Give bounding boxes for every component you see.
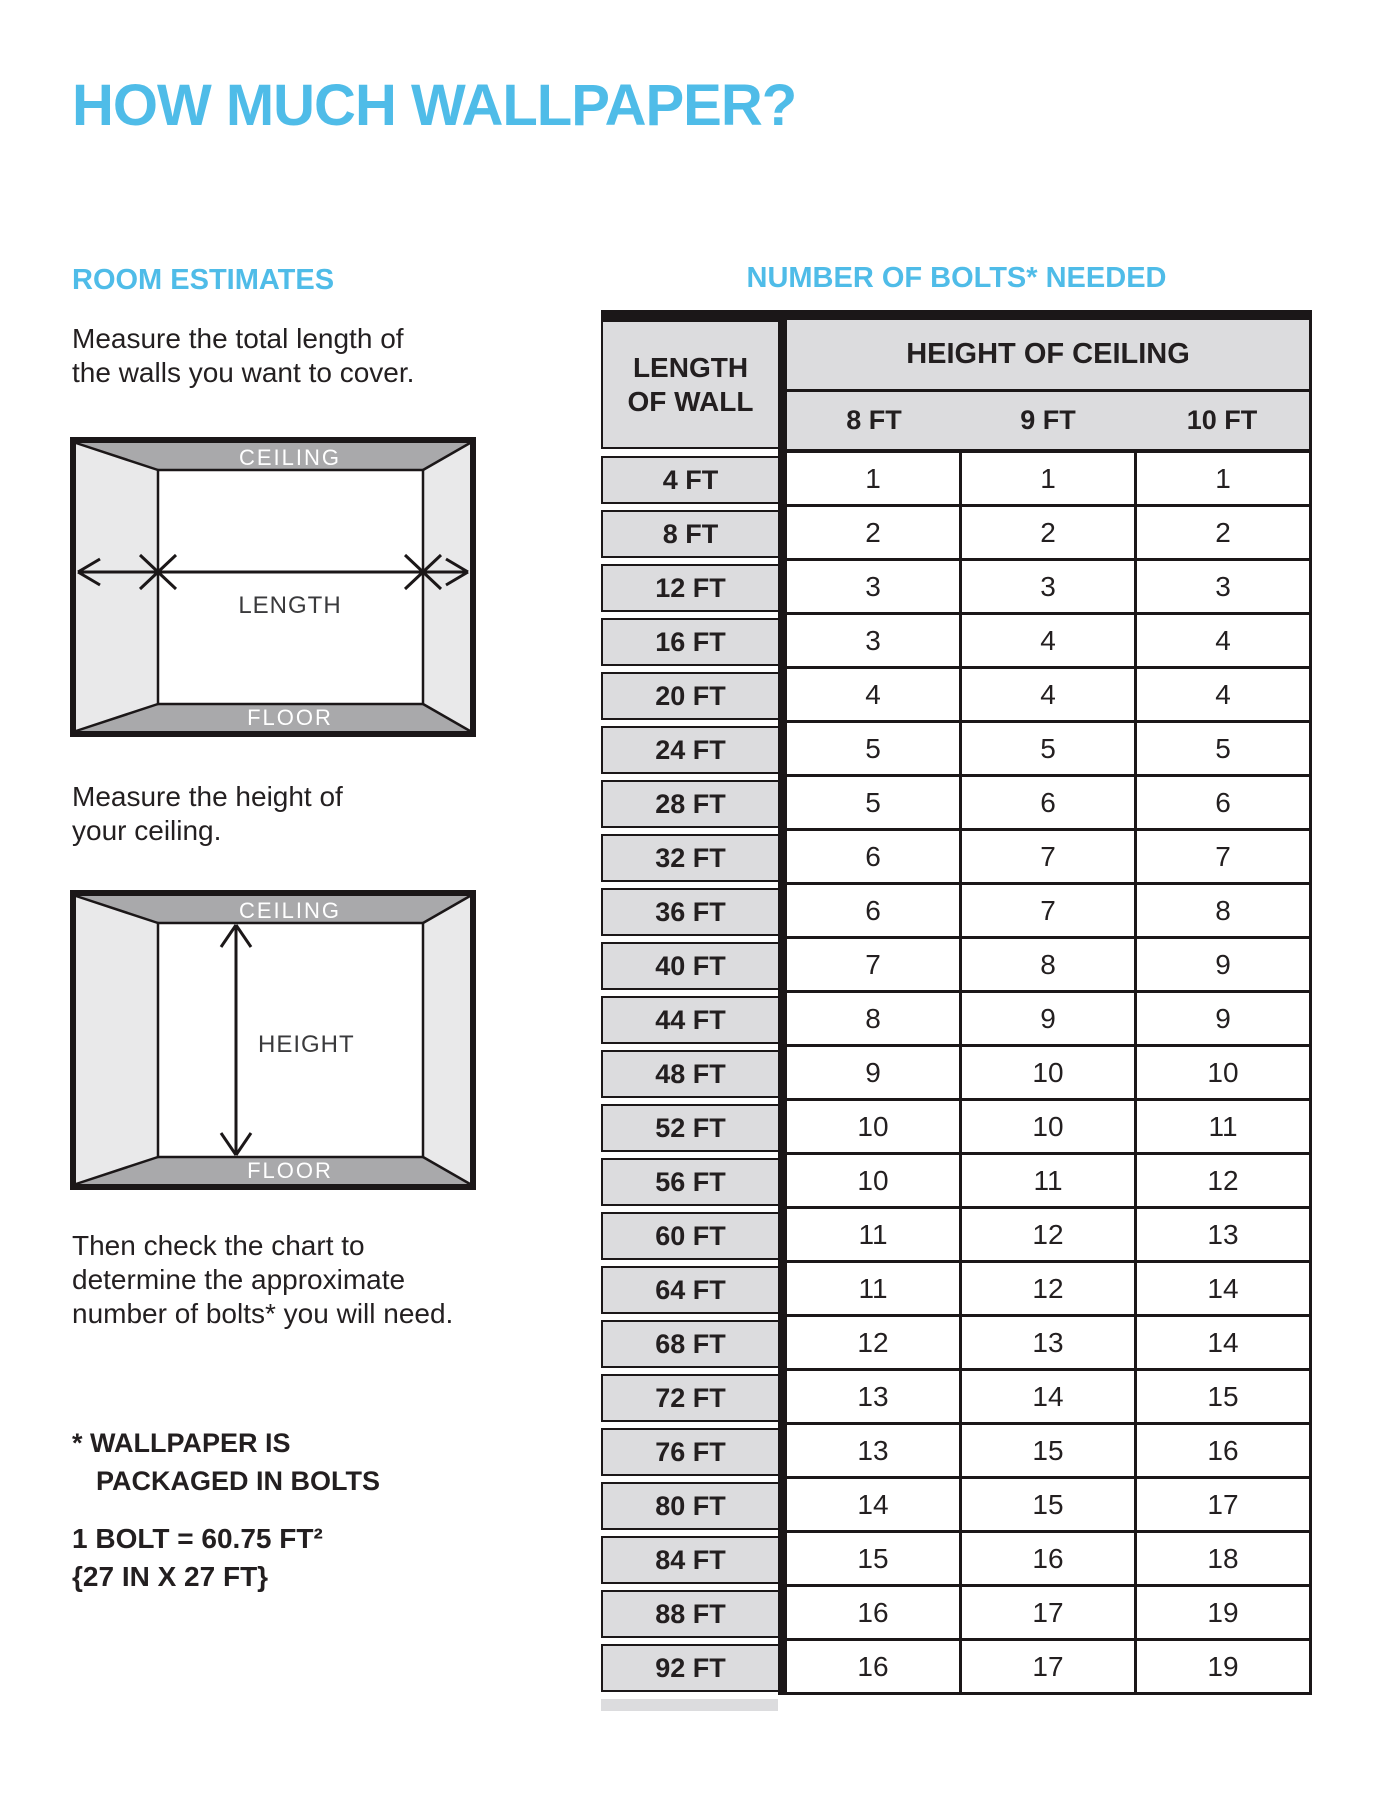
row-cells — [787, 1263, 1312, 1317]
table-row — [601, 1101, 1312, 1155]
table-row — [601, 1641, 1312, 1695]
back-wall-surface — [158, 470, 423, 704]
table-row — [601, 1479, 1312, 1533]
footnote-line: * WALLPAPER IS — [72, 1428, 291, 1458]
table-vertical-divider — [778, 1371, 787, 1425]
table-row — [601, 831, 1312, 885]
bolt-count-cell: 15 — [1137, 1371, 1312, 1425]
row-cells — [787, 561, 1312, 615]
table-row — [601, 507, 1312, 561]
table-row — [601, 777, 1312, 831]
table-row — [601, 615, 1312, 669]
bolt-count-cell: 2 — [962, 507, 1137, 561]
bolt-count-cell: 1 — [962, 453, 1137, 507]
bolt-count-cell: 10 — [787, 1101, 962, 1155]
wall-length-label: 88 FT — [601, 1590, 778, 1638]
table-vertical-divider — [778, 1101, 787, 1155]
table-vertical-divider — [778, 507, 787, 561]
column-header-9ft: 9 FT — [1020, 405, 1076, 435]
wall-length-label: 8 FT — [601, 510, 778, 558]
room-estimates-heading: ROOM ESTIMATES — [72, 264, 335, 296]
table-row — [601, 561, 1312, 615]
bolt-count-cell: 4 — [1137, 669, 1312, 723]
bolt-count-cell: 2 — [1137, 507, 1312, 561]
bolt-count-cell: 5 — [962, 723, 1137, 777]
bolt-count-cell: 17 — [1137, 1479, 1312, 1533]
page-title: HOW MUCH WALLPAPER? — [72, 73, 797, 138]
table-vertical-divider — [778, 939, 787, 993]
table-row — [601, 1209, 1312, 1263]
bolt-count-cell: 15 — [787, 1533, 962, 1587]
wall-length-label: 4 FT — [601, 456, 778, 504]
bolt-count-cell: 10 — [962, 1047, 1137, 1101]
bolt-count-cell: 8 — [787, 993, 962, 1047]
bolt-count-cell: 12 — [962, 1263, 1137, 1317]
table-vertical-divider — [778, 1641, 787, 1695]
table-row — [601, 993, 1312, 1047]
measure-height-instruction — [72, 780, 343, 848]
table-vertical-divider — [778, 320, 787, 453]
row-cells — [787, 831, 1312, 885]
table-vertical-divider — [778, 1047, 787, 1101]
bolt-count-cell: 5 — [787, 723, 962, 777]
bolt-count-cell: 16 — [787, 1641, 962, 1695]
bolt-count-cell: 5 — [787, 777, 962, 831]
column-group-header: HEIGHT OF CEILING — [787, 320, 1309, 392]
bolt-count-cell: 3 — [1137, 561, 1312, 615]
row-cells — [787, 453, 1312, 507]
bolt-count-cell: 14 — [1137, 1263, 1312, 1317]
table-row — [601, 669, 1312, 723]
bolt-count-cell: 14 — [787, 1479, 962, 1533]
bolt-count-cell: 18 — [1137, 1533, 1312, 1587]
wall-length-label: 68 FT — [601, 1320, 778, 1368]
bolt-count-cell: 7 — [962, 831, 1137, 885]
room-length-diagram — [70, 437, 476, 737]
bolt-count-cell: 10 — [787, 1155, 962, 1209]
bolt-count-cell: 1 — [1137, 453, 1312, 507]
bolt-count-cell: 15 — [962, 1425, 1137, 1479]
instruction-line: Then check the chart to — [72, 1230, 365, 1261]
bolt-count-cell: 9 — [1137, 993, 1312, 1047]
bolt-count-cell: 3 — [787, 615, 962, 669]
table-vertical-divider — [778, 1533, 787, 1587]
row-cells — [787, 1101, 1312, 1155]
bolt-count-cell: 6 — [787, 885, 962, 939]
bolt-count-cell: 13 — [787, 1371, 962, 1425]
row-cells — [787, 1533, 1312, 1587]
row-cells — [787, 939, 1312, 993]
wall-length-label: 16 FT — [601, 618, 778, 666]
table-row — [601, 1155, 1312, 1209]
bolt-count-cell: 16 — [787, 1587, 962, 1641]
right-wall-surface — [423, 443, 470, 731]
instruction-line: Measure the height of — [72, 781, 343, 812]
bolt-count-cell: 7 — [787, 939, 962, 993]
table-vertical-divider — [778, 1587, 787, 1641]
table-vertical-divider — [778, 831, 787, 885]
row-cells — [787, 1641, 1312, 1695]
column-header-10ft: 10 FT — [1186, 405, 1258, 435]
wall-length-label: 32 FT — [601, 834, 778, 882]
wall-length-label: 44 FT — [601, 996, 778, 1044]
table-row — [601, 1533, 1312, 1587]
instruction-line: your ceiling. — [72, 815, 222, 846]
bolt-count-cell: 3 — [787, 561, 962, 615]
bolt-count-cell: 12 — [962, 1209, 1137, 1263]
bolt-count-cell: 13 — [1137, 1209, 1312, 1263]
footnote-line: PACKAGED IN BOLTS — [96, 1466, 381, 1496]
bolt-count-cell: 3 — [962, 561, 1137, 615]
row-cells — [787, 777, 1312, 831]
row-cells — [787, 1317, 1312, 1371]
row-cells — [787, 1425, 1312, 1479]
table-row — [601, 723, 1312, 777]
ceiling-height-subheaders — [787, 392, 1309, 453]
wall-length-label: 56 FT — [601, 1158, 778, 1206]
bolt-count-cell: 11 — [962, 1155, 1137, 1209]
table-row — [601, 1371, 1312, 1425]
wall-length-label: 12 FT — [601, 564, 778, 612]
table-vertical-divider — [778, 1209, 787, 1263]
row-cells — [787, 885, 1312, 939]
left-wall-surface — [76, 443, 158, 731]
bolt-count-cell: 8 — [1137, 885, 1312, 939]
table-row — [601, 885, 1312, 939]
instruction-line: Measure the total length of — [72, 323, 404, 354]
bolt-count-cell: 4 — [787, 669, 962, 723]
table-row — [601, 453, 1312, 507]
table-vertical-divider — [778, 1479, 787, 1533]
row-group-header-line: OF WALL — [627, 385, 754, 417]
bolt-count-cell: 19 — [1137, 1587, 1312, 1641]
ceiling-label: CEILING — [238, 898, 342, 923]
table-vertical-divider — [778, 453, 787, 507]
bolt-count-cell: 11 — [787, 1263, 962, 1317]
wall-length-label: 40 FT — [601, 942, 778, 990]
wall-length-label: 76 FT — [601, 1428, 778, 1476]
bolt-count-cell: 12 — [787, 1317, 962, 1371]
row-cells — [787, 1155, 1312, 1209]
table-vertical-divider — [778, 777, 787, 831]
floor-label: FLOOR — [247, 1158, 333, 1183]
row-group-header — [601, 320, 778, 449]
table-row — [601, 1263, 1312, 1317]
instruction-line: determine the approximate — [72, 1264, 406, 1295]
bolt-count-cell: 6 — [962, 777, 1137, 831]
table-vertical-divider — [778, 1425, 787, 1479]
table-bottom-tab — [601, 1699, 778, 1711]
table-row — [601, 1587, 1312, 1641]
table-row — [601, 939, 1312, 993]
bolts-table-heading: NUMBER OF BOLTS* NEEDED — [746, 262, 1167, 294]
row-cells — [787, 669, 1312, 723]
table-row — [601, 1047, 1312, 1101]
row-cells — [787, 1587, 1312, 1641]
wall-length-label: 92 FT — [601, 1644, 778, 1692]
bolt-count-cell: 13 — [787, 1425, 962, 1479]
ceiling-label: CEILING — [238, 445, 342, 470]
bolt-count-cell: 7 — [962, 885, 1137, 939]
row-group-header-line: LENGTH — [632, 351, 749, 383]
bolt-count-cell: 8 — [962, 939, 1137, 993]
bolt-count-cell: 4 — [962, 669, 1137, 723]
wall-length-label: 80 FT — [601, 1482, 778, 1530]
bolt-count-cell: 16 — [962, 1533, 1137, 1587]
bolts-footnote — [72, 1424, 380, 1500]
row-cells — [787, 993, 1312, 1047]
bolt-size-info — [72, 1520, 323, 1596]
table-vertical-divider — [778, 885, 787, 939]
wall-length-label: 60 FT — [601, 1212, 778, 1260]
bolt-table-body — [601, 453, 1312, 1695]
column-headers — [787, 320, 1312, 453]
bolt-count-cell: 12 — [1137, 1155, 1312, 1209]
table-header — [601, 320, 1312, 453]
measure-length-instruction — [72, 322, 414, 390]
wall-length-label: 24 FT — [601, 726, 778, 774]
wall-length-label: 28 FT — [601, 780, 778, 828]
bolt-count-cell: 17 — [962, 1641, 1137, 1695]
table-row — [601, 1317, 1312, 1371]
row-cells — [787, 1371, 1312, 1425]
bolt-count-cell: 4 — [1137, 615, 1312, 669]
table-row — [601, 1425, 1312, 1479]
length-label: LENGTH — [238, 592, 342, 619]
bolt-count-cell: 9 — [1137, 939, 1312, 993]
table-vertical-divider — [778, 1155, 787, 1209]
bolt-count-cell: 10 — [1137, 1047, 1312, 1101]
bolt-count-cell: 13 — [962, 1317, 1137, 1371]
wall-length-label: 36 FT — [601, 888, 778, 936]
bolt-count-cell: 16 — [1137, 1425, 1312, 1479]
table-vertical-divider — [778, 615, 787, 669]
bolt-size-line: 1 BOLT = 60.75 FT² — [72, 1523, 323, 1554]
table-vertical-divider — [778, 1317, 787, 1371]
bolt-count-cell: 15 — [962, 1479, 1137, 1533]
table-vertical-divider — [778, 561, 787, 615]
wall-length-label: 52 FT — [601, 1104, 778, 1152]
bolt-count-cell: 17 — [962, 1587, 1137, 1641]
bolt-count-cell: 7 — [1137, 831, 1312, 885]
bolt-count-cell: 4 — [962, 615, 1137, 669]
bolt-count-cell: 5 — [1137, 723, 1312, 777]
table-top-border — [601, 310, 1312, 320]
bolt-count-cell: 14 — [962, 1371, 1137, 1425]
instruction-line: number of bolts* you will need. — [72, 1298, 454, 1329]
instruction-line: the walls you want to cover. — [72, 357, 415, 388]
height-label: HEIGHT — [258, 1031, 355, 1058]
bolt-count-cell: 6 — [1137, 777, 1312, 831]
wall-length-label: 72 FT — [601, 1374, 778, 1422]
wall-length-label: 84 FT — [601, 1536, 778, 1584]
row-cells — [787, 1209, 1312, 1263]
table-vertical-divider — [778, 669, 787, 723]
table-vertical-divider — [778, 1263, 787, 1317]
table-vertical-divider — [778, 993, 787, 1047]
room-height-diagram — [70, 890, 476, 1190]
wall-length-label: 64 FT — [601, 1266, 778, 1314]
bolt-count-cell: 2 — [787, 507, 962, 561]
floor-label: FLOOR — [247, 705, 333, 730]
left-wall-surface — [76, 896, 158, 1184]
bolt-count-cell: 6 — [787, 831, 962, 885]
bolt-size-line: {27 IN X 27 FT} — [72, 1561, 269, 1592]
row-cells — [787, 507, 1312, 561]
bolt-count-cell: 14 — [1137, 1317, 1312, 1371]
wall-length-label: 20 FT — [601, 672, 778, 720]
bolt-count-cell: 19 — [1137, 1641, 1312, 1695]
bolt-count-cell: 9 — [787, 1047, 962, 1101]
check-chart-instruction — [72, 1229, 453, 1331]
bolt-count-cell: 9 — [962, 993, 1137, 1047]
bolt-count-cell: 11 — [787, 1209, 962, 1263]
column-header-8ft: 8 FT — [846, 405, 902, 435]
wall-length-label: 48 FT — [601, 1050, 778, 1098]
row-cells — [787, 615, 1312, 669]
bolt-count-cell: 10 — [962, 1101, 1137, 1155]
right-wall-surface — [423, 896, 470, 1184]
row-cells — [787, 723, 1312, 777]
row-cells — [787, 1047, 1312, 1101]
table-vertical-divider — [778, 723, 787, 777]
row-cells — [787, 1479, 1312, 1533]
bolt-count-cell: 11 — [1137, 1101, 1312, 1155]
bolts-needed-table — [601, 310, 1312, 1711]
bolt-count-cell: 1 — [787, 453, 962, 507]
